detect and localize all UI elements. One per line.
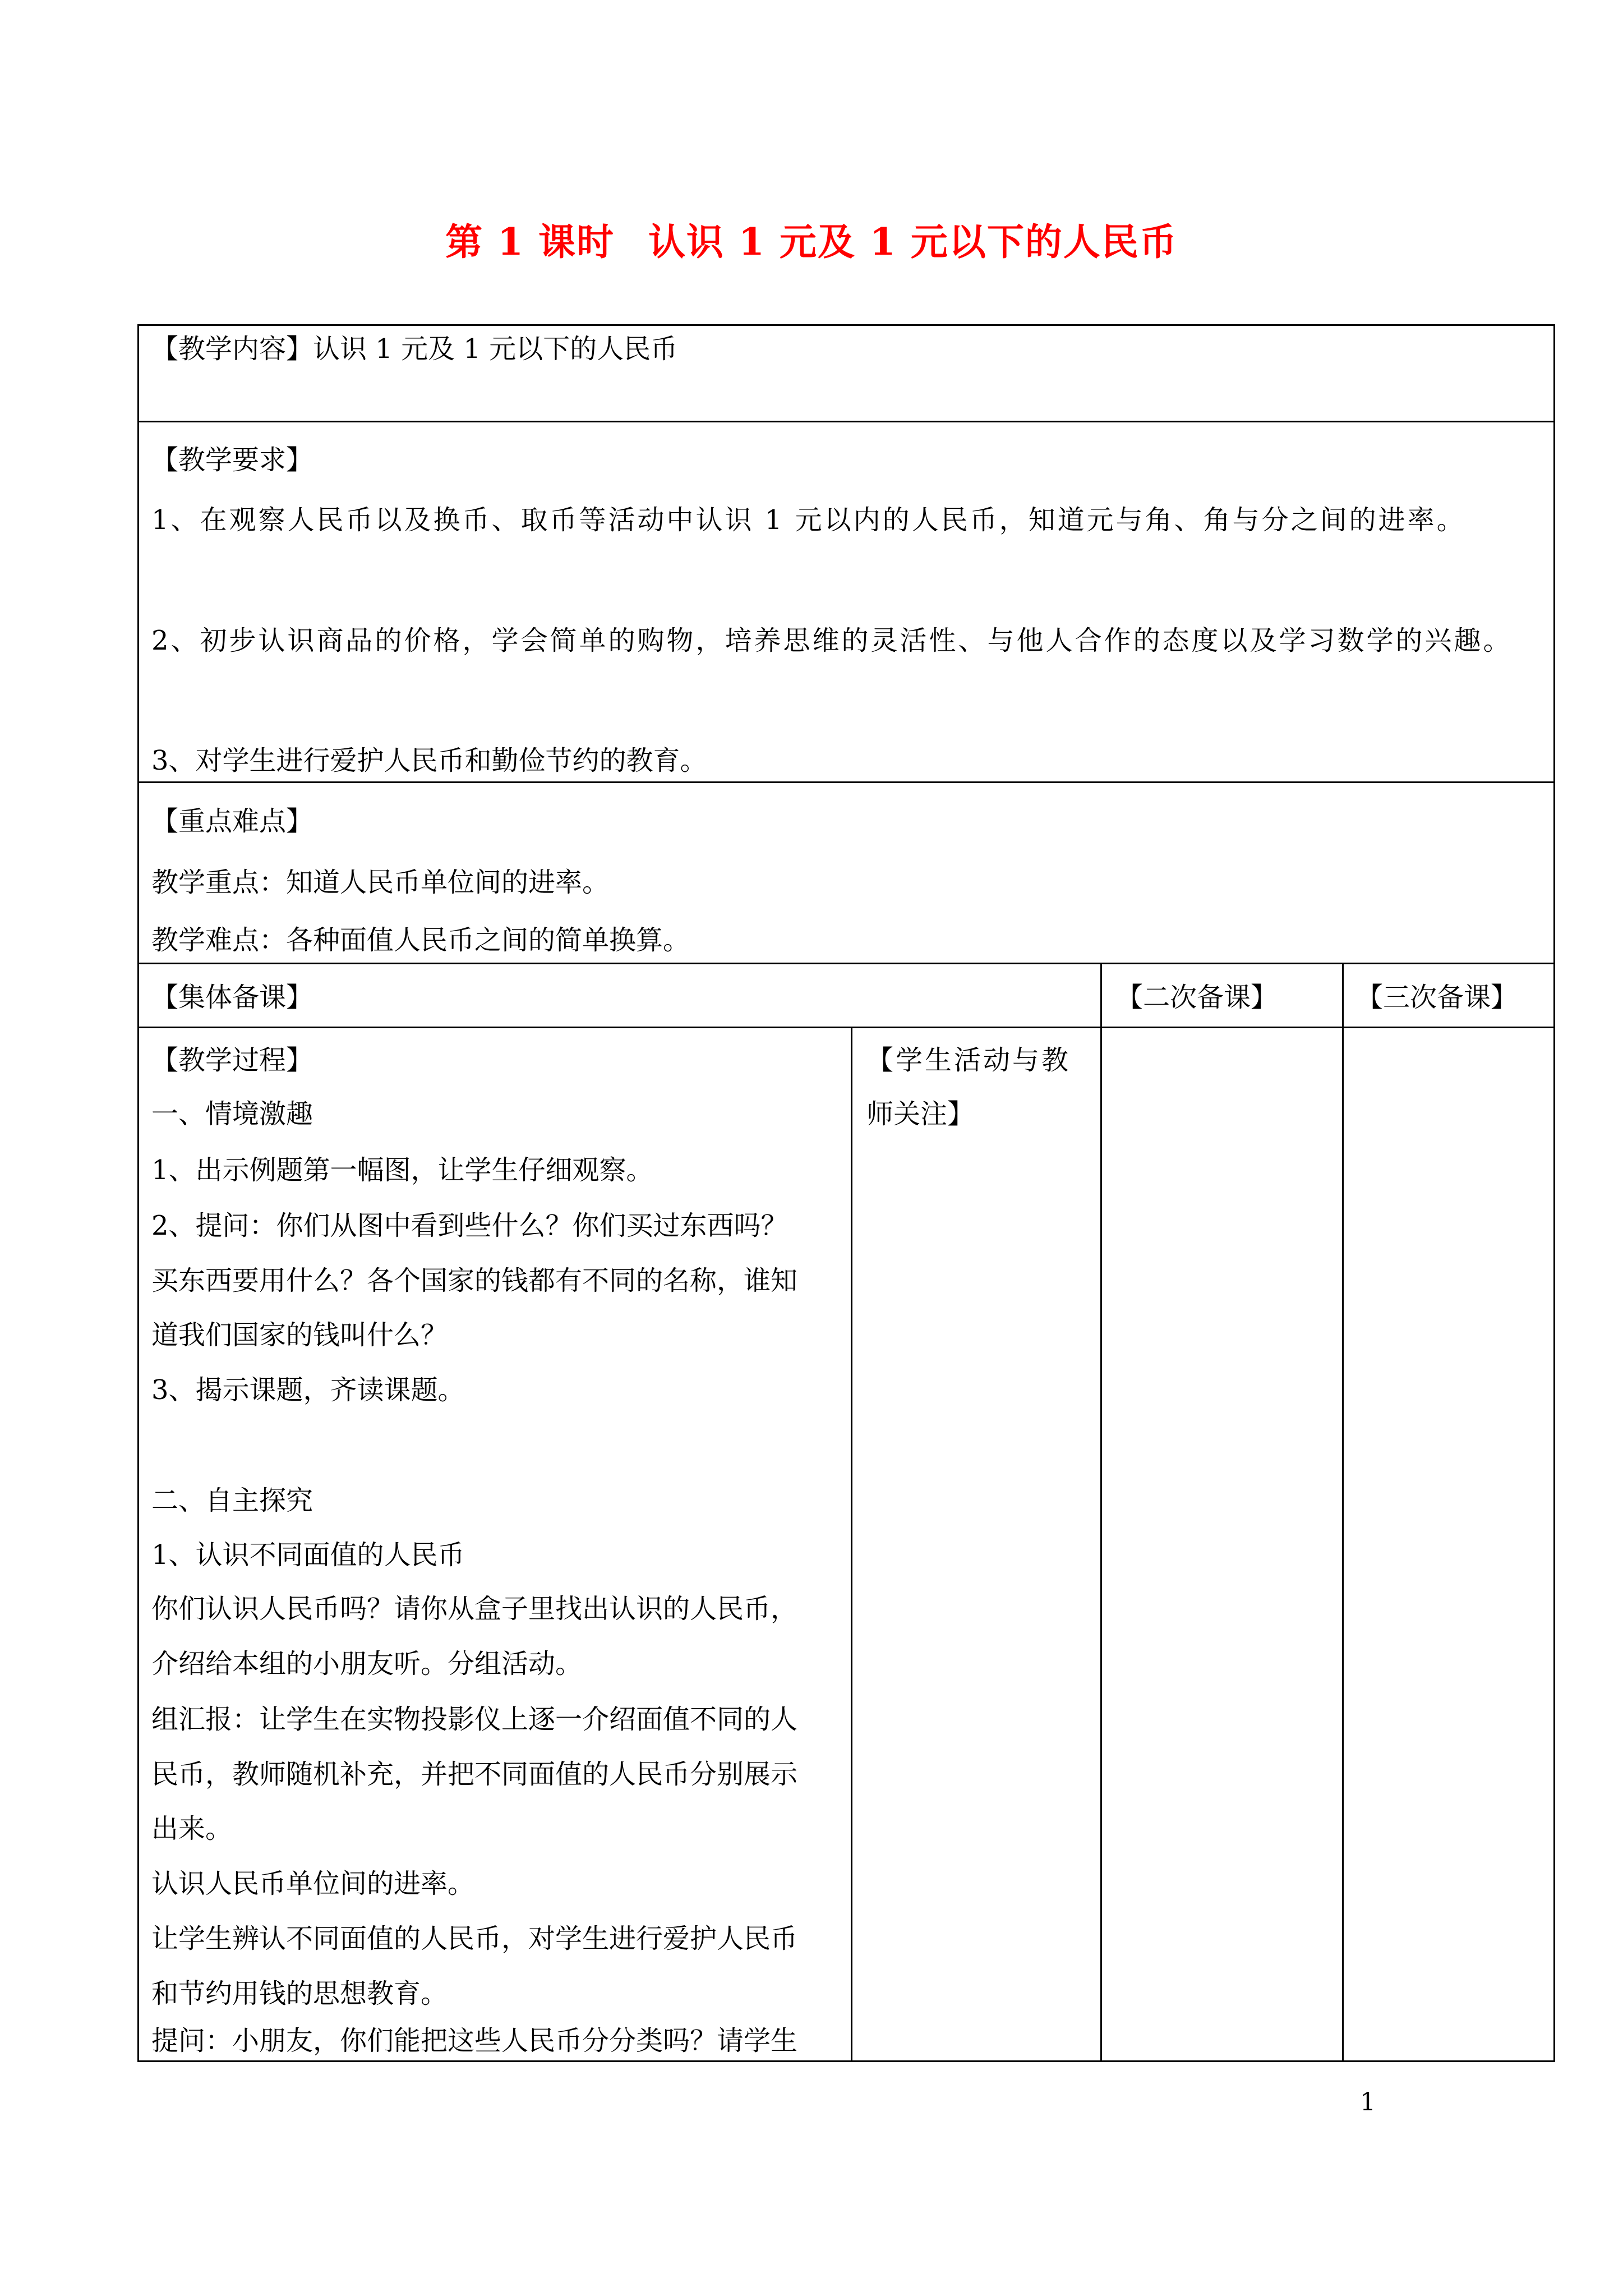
- process-line: 民币，教师随机补充，并把不同面值的人民币分别展示: [151, 1759, 798, 1790]
- process-line: 你们认识人民币吗？请你从盒子里找出认识的人民币，: [151, 1593, 798, 1625]
- content-text: 认识 1 元及 1 元以下的人民币: [313, 333, 678, 365]
- column-divider: [1342, 963, 1344, 2062]
- process-line: 二、自主探究: [151, 1485, 313, 1516]
- requirement-item: 3、对学生进行爱护人民币和勤俭节约的教育。: [151, 745, 707, 776]
- key-point-focus: 教学重点：知道人民币单位间的进率。: [151, 867, 610, 898]
- process-line: 组汇报：让学生在实物投影仪上逐一介绍面值不同的人: [151, 1704, 798, 1735]
- collective-prep-header: 【集体备课】: [151, 982, 313, 1013]
- page-title: [0, 212, 1623, 265]
- process-line: 认识人民币单位间的进率。: [151, 1868, 475, 1899]
- third-prep-header: 【三次备课】: [1356, 982, 1518, 1013]
- page-number: 1: [1360, 2088, 1376, 2116]
- key-point-difficulty: 教学难点：各种面值人民币之间的简单换算。: [151, 924, 690, 956]
- key-points-header: 【重点难点】: [151, 806, 313, 837]
- title-lesson-topic: 认识 1 元及 1 元以下的人民币: [648, 220, 1178, 264]
- requirement-item: 2、初步认识商品的价格，学会简单的购物，培养思维的灵活性、与他人合作的态度以及学习数学的兴趣。: [151, 625, 1513, 656]
- title-lesson-number: 第 1 课时: [445, 220, 615, 264]
- column-divider: [1100, 963, 1102, 2062]
- process-line: 提问：小朋友，你们能把这些人民币分分类吗？请学生: [151, 2025, 798, 2056]
- process-line: 1、认识不同面值的人民币: [151, 1539, 465, 1571]
- process-line: 出来。: [151, 1813, 233, 1844]
- content-header: 【教学内容】: [151, 333, 313, 365]
- process-line: 让学生辨认不同面值的人民币，对学生进行爱护人民币: [151, 1923, 798, 1954]
- requirement-item: 1、在观察人民币以及换币、取币等活动中认识 1 元以内的人民币，知道元与角、角与分之间的进率。: [151, 504, 1466, 536]
- requirements-header: 【教学要求】: [151, 444, 313, 476]
- process-line: 介绍给本组的小朋友听。分组活动。: [151, 1648, 583, 1680]
- process-line: 2、提问：你们从图中看到些什么？你们买过东西吗？: [151, 1210, 788, 1241]
- row-divider: [137, 421, 1555, 422]
- content-row: [151, 332, 677, 366]
- process-line: 一、情境激趣: [151, 1098, 313, 1130]
- row-divider: [137, 781, 1555, 783]
- process-line: 1、出示例题第一幅图，让学生仔细观察。: [151, 1154, 653, 1186]
- process-line: 买东西要用什么？各个国家的钱都有不同的名称，谁知: [151, 1265, 798, 1296]
- second-prep-header: 【二次备课】: [1116, 982, 1278, 1013]
- process-line: 道我们国家的钱叫什么？: [151, 1319, 448, 1351]
- process-header: 【教学过程】: [151, 1045, 313, 1076]
- student-activity-header-cont: 师关注】: [866, 1098, 975, 1130]
- student-activity-header: 【学生活动与教: [866, 1045, 1071, 1076]
- column-divider: [851, 1027, 852, 2062]
- process-line: 和节约用钱的思想教育。: [151, 1978, 448, 2009]
- process-line: 3、揭示课题，齐读课题。: [151, 1374, 465, 1406]
